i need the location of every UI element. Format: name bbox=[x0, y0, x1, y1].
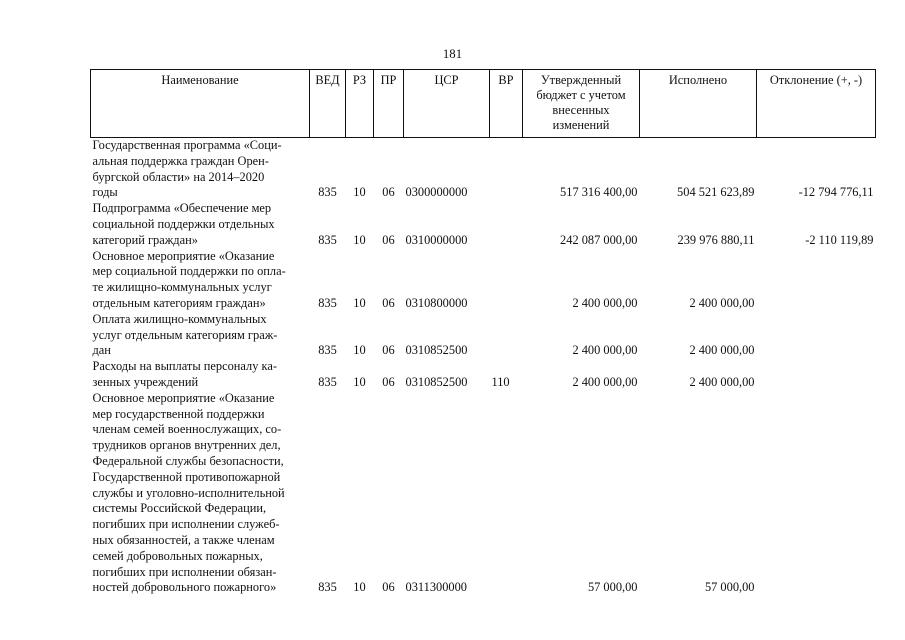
row-executed: 504 521 623,89 bbox=[677, 185, 755, 200]
row-pr: 06 bbox=[382, 343, 395, 358]
row-executed: 2 400 000,00 bbox=[689, 295, 755, 310]
header-ved: ВЕД bbox=[310, 70, 346, 138]
header-executed: Исполнено bbox=[640, 70, 757, 138]
row-name-line: Основное мероприятие «Оказание bbox=[92, 248, 275, 263]
row-vr bbox=[490, 391, 523, 596]
row-rz: 10 bbox=[353, 185, 366, 200]
table-body bbox=[91, 138, 876, 597]
row-ved: 835 bbox=[318, 374, 337, 389]
row-deviation bbox=[757, 312, 876, 359]
header-pr: ПР bbox=[374, 70, 404, 138]
row-executed: 239 976 880,11 bbox=[677, 232, 755, 247]
row-approved: 517 316 400,00 bbox=[560, 185, 638, 200]
row-name-line: ностей добровольного пожарного» bbox=[92, 580, 277, 595]
row-approved: 2 400 000,00 bbox=[572, 343, 638, 358]
row-approved: 2 400 000,00 bbox=[572, 374, 638, 389]
row-rz: 10 bbox=[353, 374, 366, 389]
row-csr: 0310000000 bbox=[405, 232, 468, 247]
row-name bbox=[91, 249, 310, 312]
row-rz: 10 bbox=[353, 343, 366, 358]
row-name bbox=[91, 138, 310, 202]
row-vr bbox=[490, 312, 523, 359]
row-executed: 2 400 000,00 bbox=[689, 343, 755, 358]
row-deviation: -12 794 776,11 bbox=[798, 185, 874, 200]
table-row bbox=[91, 249, 876, 312]
row-name-line: дан bbox=[92, 343, 111, 358]
row-name-line: трудников органов внутренних дел, bbox=[92, 438, 281, 453]
row-name-line: те жилищно-коммунальных услуг bbox=[92, 280, 272, 295]
row-name-line: мер социальной поддержки по опла- bbox=[92, 264, 286, 279]
page-number: 181 bbox=[442, 47, 463, 61]
row-vr bbox=[490, 201, 523, 248]
row-name-line: Подпрограмма «Обеспечение мер bbox=[92, 201, 272, 216]
row-ved: 835 bbox=[318, 343, 337, 358]
row-name bbox=[91, 312, 310, 359]
header-rz: РЗ bbox=[346, 70, 374, 138]
row-name-line: услуг отдельным категориям граж- bbox=[92, 327, 278, 342]
row-executed: 57 000,00 bbox=[704, 580, 755, 595]
row-name bbox=[91, 359, 310, 391]
row-pr: 06 bbox=[382, 232, 395, 247]
row-deviation bbox=[757, 359, 876, 391]
row-name-line: Расходы на выплаты персоналу ка- bbox=[92, 359, 277, 374]
row-csr: 0310852500 bbox=[405, 343, 468, 358]
header-vr: ВР bbox=[490, 70, 523, 138]
table-row bbox=[91, 359, 876, 391]
row-rz: 10 bbox=[353, 580, 366, 595]
table-header-row bbox=[91, 70, 876, 138]
row-deviation bbox=[757, 249, 876, 312]
row-name-line: системы Российской Федерации, bbox=[92, 501, 267, 516]
row-name-line: отдельным категориям граждан» bbox=[92, 295, 266, 310]
row-name-line: социальной поддержки отдельных bbox=[92, 216, 275, 231]
row-vr: 110 bbox=[491, 374, 510, 389]
row-name-line: годы bbox=[92, 185, 118, 200]
row-approved: 242 087 000,00 bbox=[560, 232, 638, 247]
row-name-line: погибших при исполнении обязан- bbox=[92, 564, 277, 579]
row-name-line: зенных учреждений bbox=[92, 374, 199, 389]
table-row bbox=[91, 391, 876, 596]
row-rz: 10 bbox=[353, 232, 366, 247]
row-name-line: Государственная программа «Соци- bbox=[92, 138, 282, 152]
table-row bbox=[91, 201, 876, 248]
row-name-line: семей добровольных пожарных, bbox=[92, 548, 263, 563]
row-csr: 0310852500 bbox=[405, 374, 468, 389]
row-rz: 10 bbox=[353, 295, 366, 310]
row-name-line: Оплата жилищно-коммунальных bbox=[92, 311, 267, 326]
row-name-line: альная поддержка граждан Орен- bbox=[92, 153, 269, 168]
row-approved: 57 000,00 bbox=[587, 580, 638, 595]
row-csr: 0310800000 bbox=[405, 295, 468, 310]
row-name-line: членам семей военнослужащих, со- bbox=[92, 422, 282, 437]
row-vr bbox=[490, 138, 523, 202]
row-name-line: Основное мероприятие «Оказание bbox=[92, 390, 275, 405]
row-csr: 0311300000 bbox=[405, 580, 467, 595]
row-deviation: -2 110 119,89 bbox=[805, 232, 874, 247]
table-row bbox=[91, 138, 876, 202]
header-deviation: Отклонение (+, -) bbox=[757, 70, 876, 138]
row-pr: 06 bbox=[382, 295, 395, 310]
row-deviation bbox=[757, 391, 876, 596]
row-name-line: ных обязанностей, а также членам bbox=[92, 532, 275, 547]
row-name-line: Федеральной службы безопасности, bbox=[92, 453, 284, 468]
budget-table bbox=[90, 69, 876, 596]
row-name-line: категорий граждан» bbox=[92, 232, 198, 247]
row-ved: 835 bbox=[318, 185, 337, 200]
row-name-line: погибших при исполнении служеб- bbox=[92, 517, 280, 532]
row-approved: 2 400 000,00 bbox=[572, 295, 638, 310]
row-executed: 2 400 000,00 bbox=[689, 374, 755, 389]
row-name-line: бургской области» на 2014–2020 bbox=[92, 169, 265, 184]
row-pr: 06 bbox=[382, 374, 395, 389]
row-name bbox=[91, 391, 310, 596]
row-name-line: Государственной противопожарной bbox=[92, 469, 281, 484]
header-name: Наименование bbox=[91, 70, 310, 138]
row-ved: 835 bbox=[318, 232, 337, 247]
row-pr: 06 bbox=[382, 580, 395, 595]
table-row bbox=[91, 312, 876, 359]
row-name-line: мер государственной поддержки bbox=[92, 406, 265, 421]
header-approved: Утвержденный бюджет с учетом внесенных изменений bbox=[523, 70, 640, 138]
row-pr: 06 bbox=[382, 185, 395, 200]
row-ved: 835 bbox=[318, 295, 337, 310]
row-name-line: службы и уголовно-исполнительной bbox=[92, 485, 285, 500]
row-ved: 835 bbox=[318, 580, 337, 595]
header-csr: ЦСР bbox=[404, 70, 490, 138]
row-csr: 0300000000 bbox=[405, 185, 468, 200]
row-name bbox=[91, 201, 310, 248]
row-vr bbox=[490, 249, 523, 312]
